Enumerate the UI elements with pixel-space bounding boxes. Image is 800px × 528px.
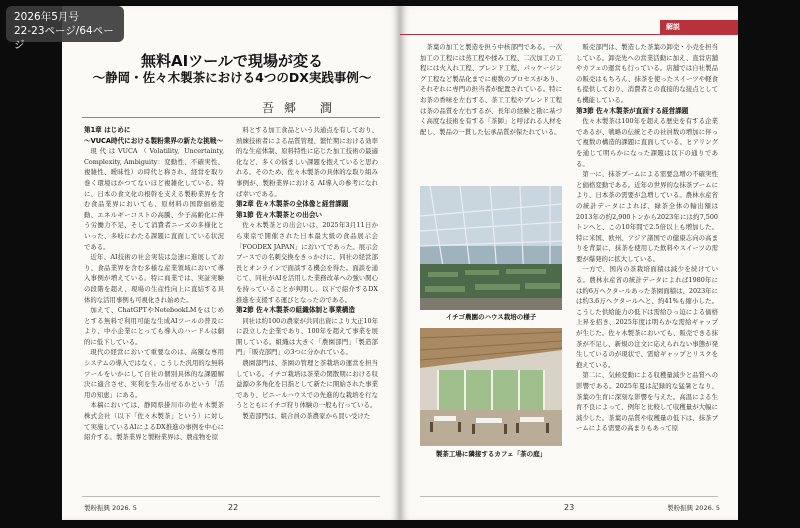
right-page [400, 6, 738, 520]
body-paragraph: 同社は約100の農家が共同出資により大正10年に設立した企業であり、100年を超えて事業を展開している。組織は大きく「農園部門」「製造部門」「販売部門」の3つに分かれている。 [236, 316, 378, 357]
right-column-2 [576, 42, 718, 494]
section-heading: 第1節 佐々木製茶との出会い [236, 210, 323, 219]
footer-rule [82, 496, 380, 497]
body-paragraph: 佐々木製茶は100年を超える歴史を有する企業であるが、戦略の伝統とその社員数の増加に伴って複数の構造的課題に直面している。ヒアリングを通じて明らかになった課題は以下の通りである。 [576, 117, 718, 168]
body-paragraph: 農園部門は、茶園の管理と茶栽培の運営を担当している。イチゴ栽培は茶業の閑散期における収益源の多角化を目指として新たに開始された事業であり、ビニールハウスでの先進的な栽培を行なうとともにイチゴ狩り体験の一般も行っている。 [236, 359, 378, 410]
title-main: 無料AIツールで現場が変る [141, 52, 323, 70]
caption-greenhouse: イチゴ農園のハウス栽培の様子 [445, 313, 537, 321]
header-rule [400, 34, 738, 35]
body-paragraph: 現代はVUCA（Volatility, Uncertainty, Complexity, Ambiguity：変動性、不確実性、複雑性、曖昧性）の時代と称され、経営を取り巻く環境はかつてないほど複雑化している。特に、日本の食文化の根幹を支える製粉業界を含む食品業界においても、原材料の国際価格変動、エネルギーコストの高騰、少子高齢化に伴う労働力不足、そして消費者ニーズの多様化といった、多岐にわたる課題に直面している状況である。 [84, 147, 224, 251]
body-paragraph: 料とする加工食品という共通点を有しており、熟練技術者による品質管理、繁忙期における効率的な生産体制、原料特性に応じた加工技術の最適化など、多くの悩ましい課題を抱えていると思われる。そのため、佐々木製茶の具体的な取り組み事例が、製粉業界における AI導入の参考になれば幸いである。 [236, 126, 378, 198]
footer-magazine-left: 製粉振興 2026. 5 [84, 504, 137, 512]
body-paragraph: 本稿においては、静岡県掛川市の佐々木製茶株式会社（以下「佐々木製茶」という）に対して実施しているAIによるDX推進の事例を中心に紹介する。製茶業界と製粉業界は、農産物を原 [84, 401, 224, 442]
body-paragraph: 第一に、抹茶ブームによる需要急増の不確実性と価格変動である。近年の世界的な抹茶ブームにより、日本茶の需要が急増している。農林水産省の統計データによれば、緑茶全体の輸出額は2013年の約2,900トンから2023年には約7,500トンへと、この10年間で2.5倍以上も増加した。特に米国、欧州、アジア諸国での健康志向の高まりを背景に、抹茶を使用した飲料やスイーツの需要が爆発的に拡大している。 [576, 170, 718, 263]
section-heading: 第3節 佐々木製茶が直面する経営課題 [576, 106, 689, 115]
page-number-left: 22 [228, 503, 239, 512]
section-heading: 第2章 佐々木製茶の全体像と経営課題 [236, 200, 349, 209]
page-range-label: 22-23ページ/64ページ [14, 25, 114, 51]
left-column-1 [84, 125, 224, 493]
body-paragraph: 現代の経営において重要なのは、高額な専用システムの導入ではなく、こうした汎用的な無料ツールをいかにして自社の個別具体的な課題解決に適合させ、実利を生み出せるかという「活用の知恵」にある。 [84, 348, 224, 399]
body-paragraph: 一方で、国内の茶栽培面積は減少を続けている。農林水産省の統計データによれば1980年には約6万ヘクタールあった茶園面積は、2023年には約3.6万ヘクタールへと、約41%も縮小した。こうした供給能力の低下は需給ひっ迫による価格上昇を招き、2025年度は明らかな需給ギャップが生じた。佐々木製茶においても、販売できる抹茶が不足し、新規の注文に応えられない事態が発生しているのが現状で、需給ギャップとリスクを抱えている。 [576, 265, 718, 369]
title-subtitle: ～静岡・佐々木製茶における4つのDX実践事例～ [92, 70, 372, 85]
body-paragraph: 佐々木製茶との出会いは、2025年3月11日から東京で開催された日本最大級の食品展示会「FOODEX JAPAN」においてであった。展示会ブースでの名刺交換をきっかけに、同社の経営部長とオンラインで面談する機会を得た。面談を通じて、同社がAIを活用した業務改革への強い関心を持っていることが判明し、以下で紹介するDX推進を支援する運びとなったのである。 [236, 221, 378, 304]
issue-label: 2026年5月号 [14, 11, 79, 23]
right-column-1 [420, 42, 562, 182]
greenhouse-photo [420, 186, 562, 310]
footer-rule-right [420, 496, 718, 497]
author-name: 吾郷 潤 [262, 101, 342, 115]
body-paragraph: 販売部門は、製造した茶葉の卸売・小売を担当している。卸売先への営業活動に加え、直営店舗やカフェの運営も行っている。店舗では自社製品の販売はもちろん、抹茶を使ったスイーツや軽食も提供しており、消費者との直接的な接点としても機能している。 [576, 43, 718, 104]
cafe-photo [420, 328, 562, 446]
body-paragraph: 加えて、ChatGPTやNotebookLMをはじめとする無料で利用可能な生成AIツールの普及により、中小企業にとっても導入のハードルは劇的に低下している。 [84, 306, 224, 346]
title-divider [82, 117, 380, 118]
article-title [92, 52, 372, 86]
page-number-right: 23 [564, 503, 575, 512]
section-heading: 第2節 佐々木製茶の組織体制と事業構造 [236, 306, 355, 315]
section-badge: 解説 [660, 20, 738, 34]
section-heading: ～VUCA時代における製粉業界の新たな挑戦～ [84, 136, 224, 145]
section-heading: 第1章 はじめに [84, 126, 131, 134]
body-paragraph: 第二に、気候変動による収穫量減少と品質への影響である。2025年夏は記録的な猛暑となり、茶葉の生育に深刻な影響を与えた。高温による生育不良によって、例年と比較して収穫量が大幅に減少した。茶葉の品質や収穫量の低下は、抹茶ブームによる需要の高まりもあって原 [576, 371, 718, 433]
magazine-spread [62, 6, 738, 520]
left-column-2 [236, 125, 378, 493]
caption-cafe: 製茶工場に隣接するカフェ「茶の庭」 [435, 450, 547, 458]
page-indicator-overlay [6, 6, 124, 51]
body-paragraph: 茶葉の加工と製造を担う中核部門である。一次加工の工程には蒸工程や揉み工程、二次加工の工程には火入れ工程、ブレンド工程、パッケージング工程など製品化までに複数のプロセスがあり、それぞれに専門の担当者が配置されている。特にお茶の香味を左右する、茶工工程やブレンド工程は茶の品質を左右するが、長年の経験と勘に基づく高度な技術を有する「茶師」と呼ばれる人材を配し、製品の一貫した伝承品質が保たれている。 [420, 43, 562, 136]
footer-magazine-right: 製粉振興 2026. 5 [667, 504, 720, 512]
cafe-image [420, 328, 562, 446]
left-page [62, 6, 400, 520]
greenhouse-image [420, 186, 562, 310]
body-paragraph: 近年、AI技術の社会実装は急速に進展しており、食品業界を含む多様な産業領域において導入事例が増えている。特に商業では、実証実験の段階を超え、現場の生産性向上に直結する具体的な活用事例も可視化され始めた。 [84, 253, 224, 304]
body-paragraph: 製造部門は、組合員の茶農家から買い受けた [242, 412, 371, 421]
